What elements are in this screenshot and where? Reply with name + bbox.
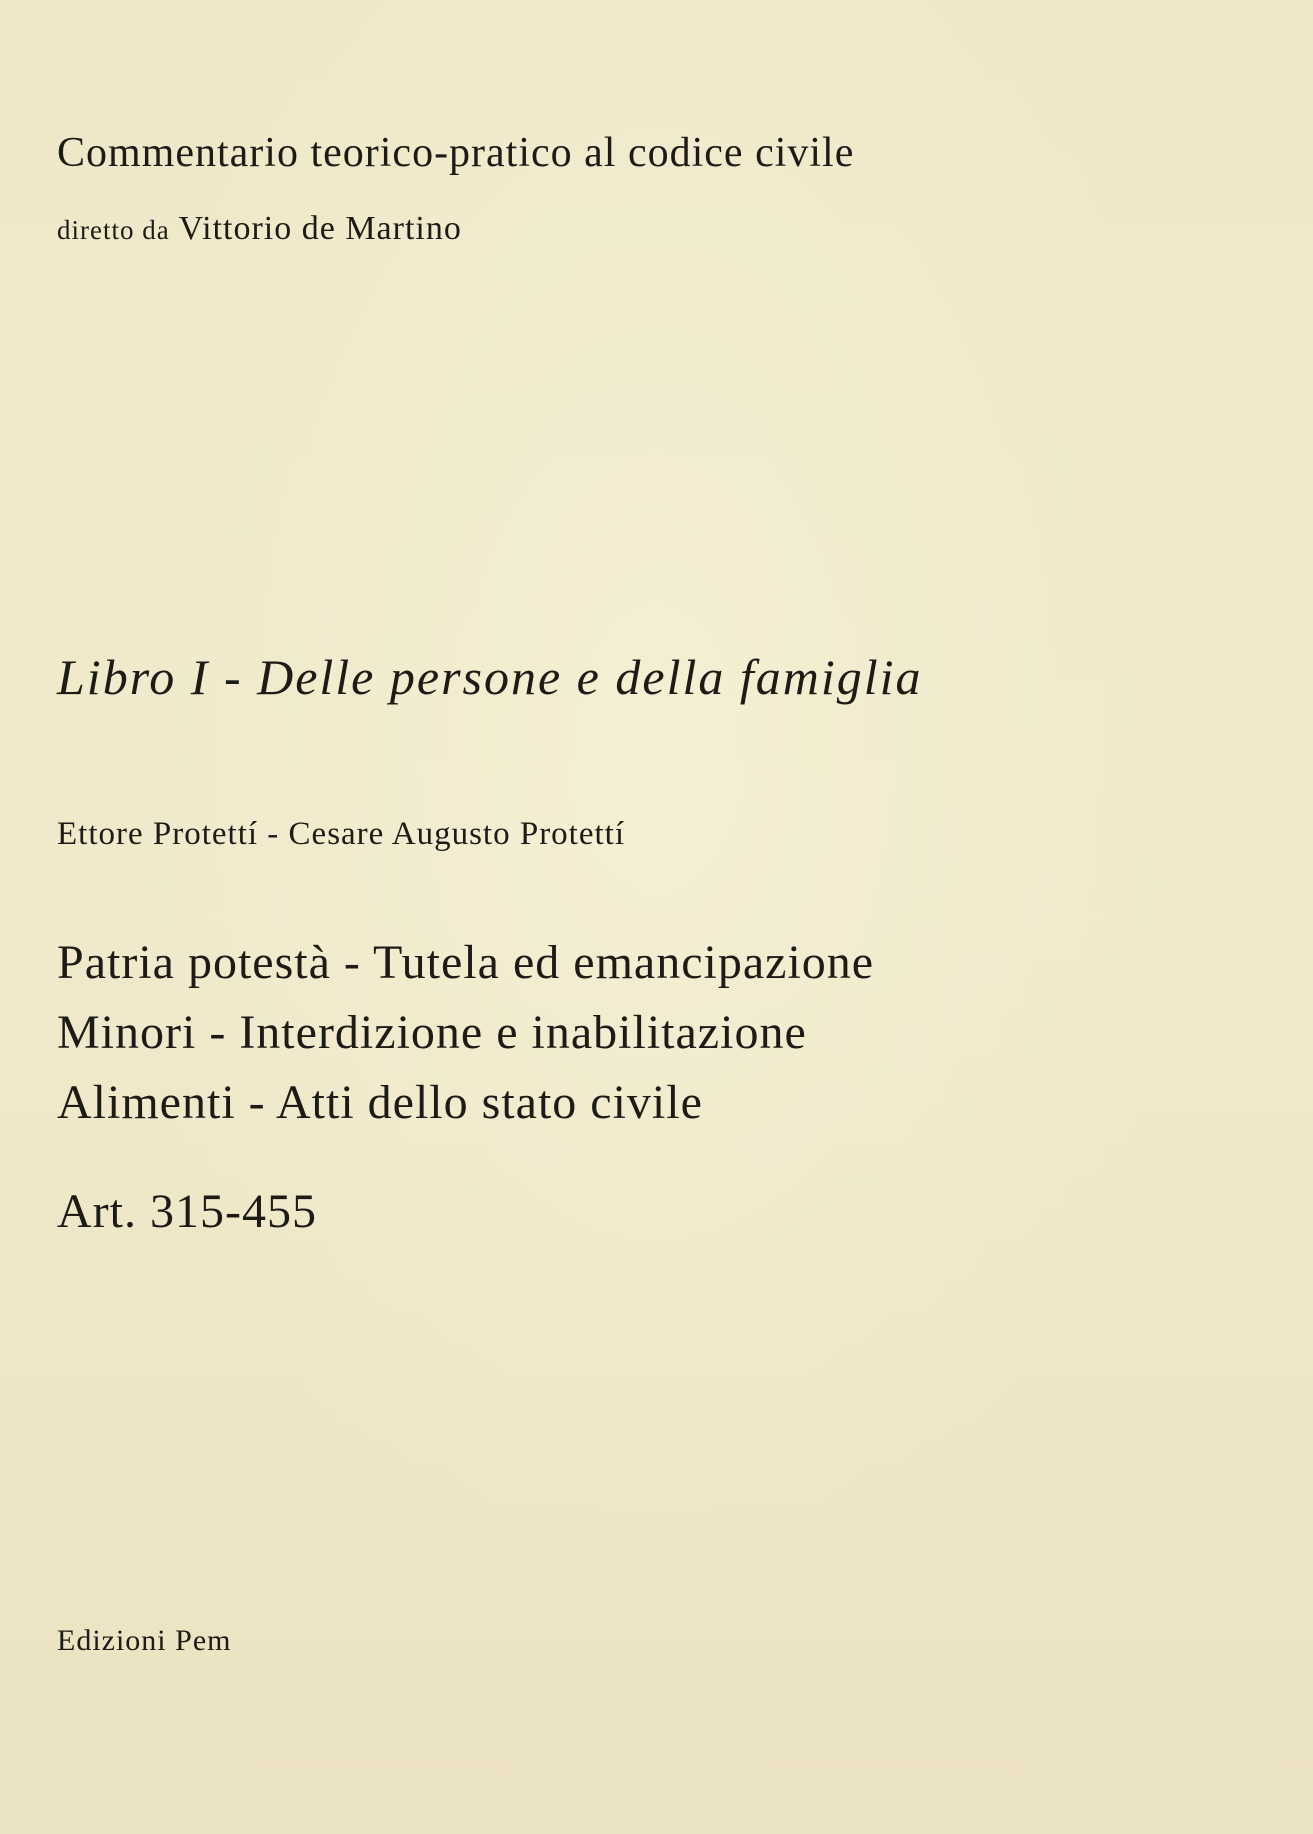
publisher: Edizioni Pem	[57, 1624, 232, 1657]
subject-line: Patria potestà - Tutela ed emancipazione	[57, 936, 875, 989]
series-director	[57, 212, 462, 246]
authors: Ettore Protettí - Cesare Augusto Protettí	[57, 816, 626, 852]
director-name: Vittorio de Martino	[178, 210, 462, 247]
subject-line: Minori - Interdizione e inabilitazione	[57, 1006, 807, 1059]
articles-range: Art. 315-455	[57, 1185, 317, 1238]
subject-line: Alimenti - Atti dello stato civile	[57, 1076, 703, 1129]
director-prefix: diretto da	[57, 215, 170, 245]
series-title: Commentario teorico-pratico al codice civile	[57, 130, 855, 176]
book-title: Libro I - Delle persone e della famiglia	[57, 649, 923, 705]
subjects-list	[57, 928, 874, 1138]
